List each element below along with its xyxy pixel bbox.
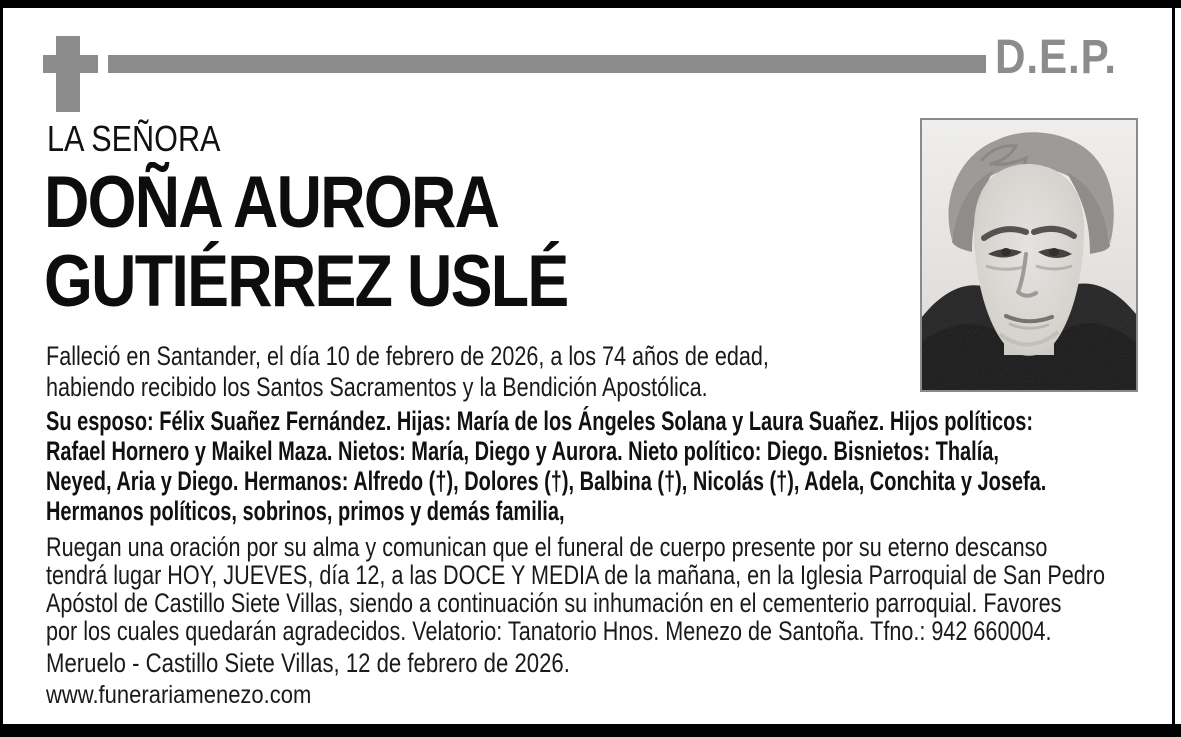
place-date-line: Meruelo - Castillo Siete Villas, 12 de febrero de 2026. [46, 648, 570, 678]
portrait-photo [920, 118, 1138, 392]
funeral-paragraph-line: tendrá lugar HOY, JUEVES, día 12, a las DOCE Y MEDIA de la mañana, en la Iglesia Parroquial de San Pedro [46, 560, 1106, 590]
cross-icon [43, 55, 98, 73]
website-url[interactable]: www.funerariamenezo.com [46, 681, 312, 709]
funeral-paragraph-line: Ruegan una oración por su alma y comunican que el funeral de cuerpo presente por su eterno descanso [46, 532, 1048, 562]
frame-bottom-border [0, 724, 1181, 737]
frame-top-border [0, 0, 1181, 8]
portrait-photo-illustration [922, 120, 1136, 390]
family-paragraph-line: Rafael Hornero y Maikel Maza. Nietos: María, Diego y Aurora. Nieto político: Diego. Bisnietos: Thalía, [46, 436, 999, 466]
cross-icon [56, 36, 80, 112]
family-paragraph-line: Su esposo: Félix Suañez Fernández. Hijas: María de los Ángeles Solana y Laura Suañez. Hijos políticos: [46, 406, 1034, 436]
death-paragraph-line: Falleció en Santander, el día 10 de febrero de 2026, a los 74 años de edad, [46, 341, 769, 371]
family-paragraph-line: Hermanos políticos, sobrinos, primos y demás familia, [46, 496, 565, 526]
death-paragraph-line: habiendo recibido los Santos Sacramentos y la Bendición Apostólica. [46, 372, 708, 402]
deceased-name [44, 163, 568, 321]
funeral-paragraph-line: Apóstol de Castillo Siete Villas, siendo a continuación su inhumación en el cementerio parroquial. Favores [46, 588, 1062, 618]
deceased-name-line2: GUTIÉRREZ USLÉ [44, 241, 568, 322]
deceased-name-line1: DOÑA AURORA [44, 162, 499, 243]
funeral-paragraph-line: por los cuales quedarán agradecidos. Velatorio: Tanatorio Hnos. Menezo de Santoña. Tfno.: 942 660004. [46, 616, 1052, 646]
dep-label: D.E.P. [995, 31, 1117, 84]
frame-left-border [0, 0, 3, 737]
frame-right-border [1172, 0, 1175, 737]
header-rule [108, 55, 986, 73]
honorific-label: LA SEÑORA [47, 118, 221, 159]
family-paragraph-line: Neyed, Aria y Diego. Hermanos: Alfredo (†), Dolores (†), Balbina (†), Nicolás (†), Adela, Conchita y Josefa. [46, 466, 1047, 496]
